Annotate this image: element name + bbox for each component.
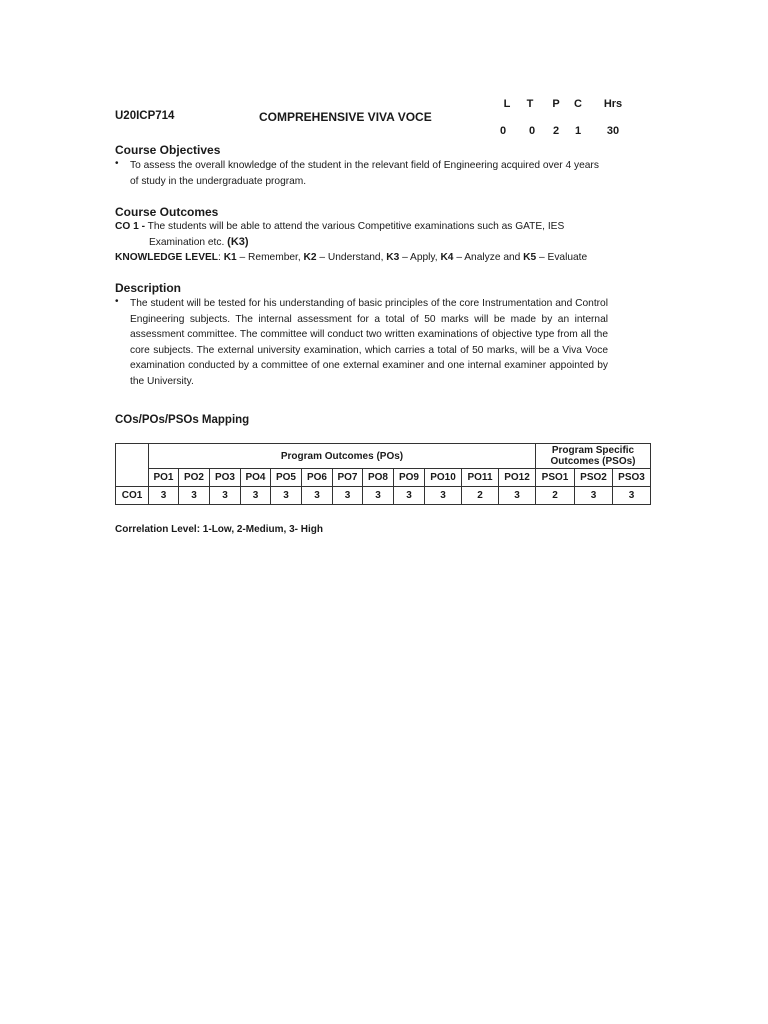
cell-co1-po8: 3: [363, 487, 394, 505]
column-header-po12: PO12: [499, 469, 536, 487]
column-header-po5: PO5: [271, 469, 302, 487]
column-header-po4: PO4: [241, 469, 271, 487]
column-header-po6: PO6: [302, 469, 333, 487]
cell-co1-po12: 3: [499, 487, 536, 505]
co1-statement: [115, 219, 615, 235]
k4-name: Analyze: [464, 252, 501, 263]
cell-co1-po1: 3: [149, 487, 179, 505]
description-text: The student will be tested for his understanding of basic principles of the core Instrumentation and Control Engineering subjects. The internal assessment for a total of 50 marks will be made by an internal assessment committee. The committee will conduct two written examinations of objective type from all the core subjects. The external university examination, which carries a total of 50 marks, will be a Viva Voce examination conducted by a committee of one external examiner and one internal examiner appointed by the University.: [130, 298, 608, 387]
pso-group-line2: Outcomes (PSOs): [550, 456, 636, 467]
co1-text-line1: The students will be able to attend the various Competitive examinations such as GATE, IES: [147, 221, 565, 232]
cell-co1-po4: 3: [241, 487, 271, 505]
column-header-po8: PO8: [363, 469, 394, 487]
ltpc-header-l: L: [503, 98, 511, 110]
bullet-icon: •: [115, 296, 119, 307]
k3-code: K3: [386, 252, 400, 263]
mapping-heading: COs/POs/PSOs Mapping: [115, 414, 250, 426]
k4-code: K4: [440, 252, 454, 263]
ltpc-value-hrs: 30: [606, 125, 620, 137]
course-title: COMPREHENSIVE VIVA VOCE: [259, 110, 432, 124]
bullet-icon: •: [115, 158, 119, 169]
k2-name: Understand: [327, 252, 381, 263]
po-group-header: Program Outcomes (POs): [149, 444, 536, 469]
co1-text-line2: Examination etc.: [149, 237, 225, 248]
ltpc-value-t: 0: [528, 125, 536, 137]
column-header-po2: PO2: [179, 469, 210, 487]
cell-co1-po2: 3: [179, 487, 210, 505]
co1-label: CO 1 -: [115, 221, 146, 232]
k3-name: Apply: [410, 252, 435, 263]
cell-co1-po6: 3: [302, 487, 333, 505]
column-header-po3: PO3: [210, 469, 241, 487]
column-header-po1: PO1: [149, 469, 179, 487]
pso-group-header: [536, 444, 651, 469]
cell-co1-po11: 2: [462, 487, 499, 505]
course-code: U20ICP714: [115, 110, 175, 122]
pso-group-line1: Program Specific: [551, 445, 635, 456]
knowledge-label: KNOWLEDGE LEVEL: [115, 252, 219, 263]
column-header-po11: PO11: [462, 469, 499, 487]
ltpc-value-p: 2: [552, 125, 560, 137]
column-header-pso1: PSO1: [536, 469, 575, 487]
mapping-table: [115, 443, 651, 505]
co1-line2: [149, 235, 249, 251]
description-heading: Description: [115, 281, 182, 295]
cell-co1-pso1: 2: [536, 487, 575, 505]
column-header-pso3: PSO3: [613, 469, 651, 487]
corner-cell: [116, 444, 149, 487]
column-header-po9: PO9: [394, 469, 425, 487]
objective-item: To assess the overall knowledge of the student in the relevant field of Engineering acquired over 4 years of study in the undergraduate program.: [130, 160, 599, 187]
outcomes-heading: Course Outcomes: [115, 205, 219, 219]
ltpc-header-c: C: [574, 98, 582, 110]
group-header-row: [116, 444, 651, 469]
ltpc-value-c: 1: [574, 125, 582, 137]
cell-co1-pso2: 3: [575, 487, 613, 505]
ltpc-value-l: 0: [499, 125, 507, 137]
column-header-po10: PO10: [425, 469, 462, 487]
cell-co1-pso3: 3: [613, 487, 651, 505]
knowledge-level-line: KNOWLEDGE LEVEL: K1 – Remember, K2 – Understand, K3 – Apply, K4 – Analyze and K5 – Evaluate: [115, 252, 588, 263]
k2-code: K2: [303, 252, 317, 263]
column-header-row: [116, 469, 651, 487]
ltpc-header-hrs: Hrs: [603, 98, 623, 110]
k5-code: K5: [523, 252, 537, 263]
cell-co1-po3: 3: [210, 487, 241, 505]
cell-co1-po9: 3: [394, 487, 425, 505]
cell-co1-po10: 3: [425, 487, 462, 505]
correlation-note: Correlation Level: 1-Low, 2-Medium, 3- High: [115, 524, 323, 535]
cell-co1-po5: 3: [271, 487, 302, 505]
ltpc-header-t: T: [526, 98, 534, 110]
column-header-pso2: PSO2: [575, 469, 613, 487]
k1-code: K1: [223, 252, 237, 263]
objectives-heading: Course Objectives: [115, 143, 221, 157]
k5-name: Evaluate: [547, 252, 588, 263]
cell-co1-po7: 3: [333, 487, 363, 505]
table-row: [116, 487, 651, 505]
k1-name: Remember: [248, 252, 298, 263]
row-label: CO1: [116, 487, 149, 505]
co1-level: (K3): [227, 236, 249, 248]
column-header-po7: PO7: [333, 469, 363, 487]
ltpc-header-p: P: [552, 98, 560, 110]
